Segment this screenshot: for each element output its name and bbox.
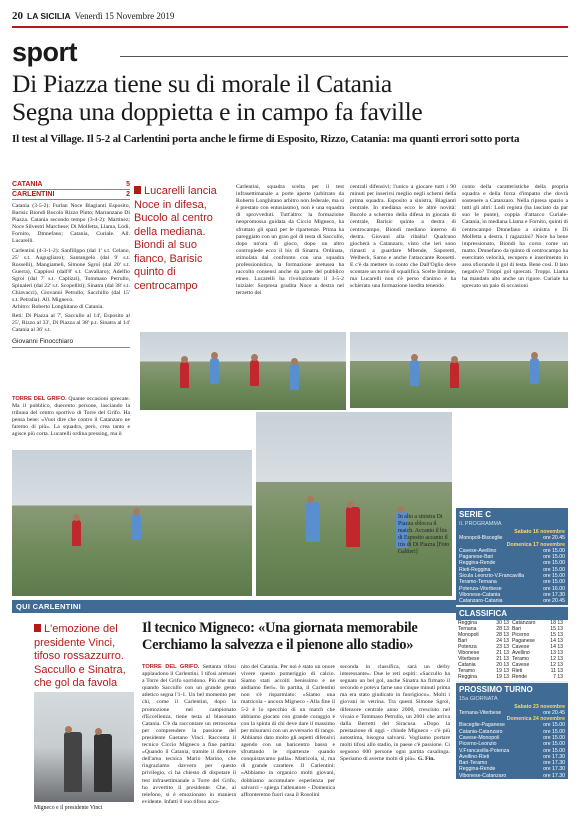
article-column-2: centrali difensivi; l'unico a giocare tutti i 90 minuti per inserirsi meglio negli schemi della prima squadra. Esposito a sinistra, Biagianti centrale. In mediana ecco le altre novità: Bucolo a schermo della difesa in giocata di centrale, Barisic quinto a destra di centrocampo, Biondi mediano interno di destra. Giovani alla ribalta! Qualcuno giocherà a Catanzaro, visto che ieri sono rimasti a guardare Mbende, Saporetti, Welbeck, Sarno e anche l'attaccante Rossetti. E c'è da mettere in conto che Dall'Oglio deve scontare un turno di squalifica. Scelte limitate, ma Lucarelli non s'è perso d'animo e ha schierato una formazione inedita tenendo	[350, 184, 456, 290]
fixture-day: Sabato 23 novembre	[456, 704, 568, 710]
story2-column-3: seconda in classifica, sarà un derby interessante». Due le reti ospiti: «Saccullo ha segnato un bel gol, anche Sinatra ha firmato il secondo e poteva farne uno cinque minuti prima ma era stato giudicato in fuorigioco». Molti i giovani in vetrina. Tra questi Simone Sgroi, difensore centrale anno 2000, cresciuto nel vivaio e Tommaso Petrullo, un 2001 che arriva dalla Berretti del Siracusa. «Dopo la prestazione di oggi - chiude Migneco - c'è più autostima, bisogna salvarsi. Vogliamo portare molti tifosi allo stadio, in paese c'è passione. Ci seguono 600 persone ogni partita casalinga. Speriamo di averne molti di più». G. Fin.	[340, 664, 450, 763]
referee: Arbitro: Roberto Longhitano di Catania.	[12, 304, 104, 310]
fixture-row: Bisceglie-Paganese ore 15.00	[456, 722, 568, 728]
standings-row: Bari 24 13 Paganese 14 13	[458, 637, 563, 644]
fixture-row: V.Francavilla-Potenza ore 15.00	[456, 748, 568, 754]
standings-row: Ternana 28 13 Bari 15 13	[458, 625, 563, 632]
pull-quote: Lucarelli lancia Noce in difesa, Bucolo al centro della mediana. Biondi al suo fianco, Barisic quinto di centrocampo	[134, 185, 217, 292]
fixture-day: Sabato 16 novembre	[456, 529, 568, 535]
lineup-catania: Catania (3-5-2): Furlan Noce Biagianti Esposito, Barisic Biondi Bucolo Rizzo Pinto; Marranzano Di Piazza. Catania secondo tempo (3-4-2): Martinez; Noce Silvestri Marchese; Di Molfetta, Llama, Lodi, Fornito, Dmnefano; Catania, Curiale. All. Lucarelli.	[12, 203, 130, 244]
author-byline: Giovanni Finocchiaro	[12, 336, 130, 348]
match-photo-4	[256, 412, 452, 596]
fixture-row: Rieti-Reggina ore 15.00	[456, 567, 568, 573]
fixture-row: Potenza-Viterbese ore 16.00	[456, 586, 568, 592]
fixture-row: Monopoli-Bisceglie ore 20.45	[456, 535, 568, 541]
fixture-row: Ternana-Viterbese ore 20.45	[456, 710, 568, 716]
match-photo-2	[350, 332, 568, 408]
match-photo-3	[12, 450, 252, 596]
standings-row: Monopoli 28 13 Picerno 15 13	[458, 631, 563, 638]
fixture-row: Teramo-Ternana ore 15.00	[456, 579, 568, 585]
section-label: sport	[12, 36, 77, 67]
portrait-caption: Migneco e il presidente Vinci	[34, 805, 103, 811]
section-rule	[120, 56, 568, 57]
subheadline: Il test al Village. Il 5-2 al Carlentini porta anche le firme di Esposito, Rizzo, Catania: ma quanti errori sotto porta	[12, 133, 520, 145]
standings-row: Potenza 23 13 Cavese 14 13	[458, 643, 563, 650]
pull-quote-2: L'emozione del presidente Vinci, tifoso rossazzurro. Saccullo e Sinatra, che gol da favola	[34, 623, 126, 689]
fixture-row: Avellino-Rieti ore 17.30	[456, 754, 568, 760]
fixture-row: Vibonese-Catanzaro ore 17.30	[456, 773, 568, 779]
goals: Reti: Di Piazza al 7', Saccullo al 14', Esposito al 25', Rizzo al 33', Di Piazza al 38' p.t. Sinatra al 14' Catania al 36' s.t.	[12, 313, 130, 333]
match-photo-1	[140, 332, 346, 410]
article-column-1: Carlentini, squadra scelta per il test infrasettimanale a porte aperte (arbitrato da Roberto Longhitano arbitro non federale, ma si è prestato con entusiasmo), non è una squadra di sprovveduti. Tutt'altro: la formazione neopromossa guidata da Ciccio Migneco, ha sfruttato gli spazi per le ripartenze. Prima ha pareggiato con un gran gol di testa di Saccullo, dopo un'ora di gioco, dopo un altro contropiede ecco il bis di Sinatra. Ordinata, stimolata dal confronto con una squadra professionistica, la formazione aretusea ha raccolto consensi anche da parte del pubblico etneo. Lucarelli ha rivoluzionato il 3-5-2 iniziale: Sorpresa gradita Noce a destra nel terzetto dei	[236, 184, 344, 297]
story2-column-1: TORRE DEL GRIFO. Settanta tifosi applaudono il Carlentini. I tifosi aretusei a Torre del Grifo sorridono. Più che mai quando Saccullo con un grande gesto atletico segna l'1-1. Un bel momento per chi, come il Carlentini, dopo la promozione nel campionato d'Eccellenza, tiene testa al blasonato Catania. C'è da raccontare un retroscena per comprendere la passione del presidente Gaetano Vinci. Racconta il tecnico Ciccio Migneco a fine partita: «Quando il Catania, tramite il direttore dell'area tecnica Mario Marino, che ringraziamo davvero per questo privilegio, ci ha chiesto di disputare il test infrasettimanale a Torre del Grifo, ho avvertito il presidente. Che, al telefono, si è emozionato in maniera evidente. Infatti il suo tifoso acca-	[142, 664, 236, 805]
fixture-row: Reggina-Rende ore 15.00	[456, 560, 568, 566]
fixture-row: Catania-Catanzaro ore 15.00	[456, 729, 568, 735]
standings-row: Reggina 19 13 Rende 7 13	[458, 674, 563, 681]
fixture-row: Bari-Teramo ore 17.30	[456, 760, 568, 766]
fixture-row: Vibonese-Catania ore 17.30	[456, 592, 568, 598]
fixture-day: Domenica 24 novembre	[456, 716, 568, 722]
story2-column-2: nito del Catania. Per noi è stato un onore vivere questo pomeriggio di calcio. Siamo stati accolti benissimo e ne andiamo fieri». In partita, il Carlentini non s'è risparmiato: «Siamo una matricola - ancora Migneco - Alla fine il 5-2 è lo specchio di un match che abbiamo giocato con grande coraggio e con la spinta di chi deve dare il massimo per misurarsi con un avversario di rango. Abbiamo dato molto gli aspetti difensivi agendo con un baricentro basso e sfruttando le ripartenze quando conquistavamo palla». Matricola, sì, ma di grande carattere. Il Carlentini: «Abbiamo in organico molti giovani, dobbiamo accumulare esperienza per salvarci - spiega l'allenatore - Domenica affronteremo fuori casa il Rosolini	[241, 664, 335, 798]
fixture-day: Domenica 17 novembre	[456, 542, 568, 548]
match-sheet	[12, 180, 130, 348]
standings-row: Vibonese 21 13 Avellino 13 13	[458, 650, 563, 657]
standings-row: Catania 20 13 Cavese 12 13	[458, 662, 563, 669]
fixture-row: Cavese-Avellino ore 15.00	[456, 548, 568, 554]
photo-caption: In alto a sinistra Di Piazza sblocca il match. Accanto il bis di Esposito accanto il tris di Di Piazza [Foto Galtieri]	[398, 514, 450, 555]
standings-row: Teramo 19 13 Rieti 11 13	[458, 668, 563, 675]
sidebar-story: TORRE DEL GRIFO. Quante occasioni sprecate. Ma il pubblico, duecento persone, lasciando la tribuna del centro sportivo di Torre del Grifo. Ha pensa bene: «Vuoi dire che contro il Catanzaro ne faremo di più». La squadra, però, crea tanto e agisce più corta. Lucarelli ordina pressing, ma il	[12, 396, 130, 438]
quote-marker-icon	[134, 186, 141, 194]
article-column-3: conto della caratteristiche della propria squadra e della forza d'impatto che dovrà sostenere a Catanzaro. Nella ripresa spazio a tutti gli altri: Lodi regista (ha lasciato da par suo le punte), coppia d'attacco Curiale-Catania, in mediana Llama e Fornito, quinti di centrocampo Dmnefano a sinistra e Di Molfetta a destra. I ragazzini? Noce ha bene impressionato, Biondi ha corso come un matto. Dmnefano da quinto di centrocampo ha esercitato velocità, recupero e inserimento in area sfiorando il gol di testa. Bene così. Il lato negativo? Troppi gol sprecati. Troppi. Llama ha mandato alto anche un rigore. Curiale ha sprecato un paio di occasioni	[462, 184, 568, 290]
standings-row: Reggina 30 13 Catanzaro 18 13	[458, 619, 563, 626]
fixture-row: Picerno-Leonzio ore 15.00	[456, 741, 568, 747]
page-header	[12, 10, 568, 24]
section-bar: QUI CARLENTINI	[12, 600, 568, 613]
standings-row: Viterbese 21 13 Teramo 12 13	[458, 656, 563, 663]
header-rule	[12, 26, 568, 28]
fixture-row: Cavese-Monopoli ore 15.00	[456, 735, 568, 741]
fixture-row: Catanzaro-Catania ore 20.45	[456, 598, 568, 604]
fixture-row: Paganese-Bari ore 15.00	[456, 554, 568, 560]
fixture-row: Sicula Leonzio-V.Francavilla ore 15.00	[456, 573, 568, 579]
scoreboard: CATANIA 5 CARLENTINI 2	[12, 181, 130, 198]
issue-date: Venerdì 15 Novembre 2019	[74, 11, 175, 21]
lineup-carlentini: Carlentini (4-3-1-2): Sanfilippo (dal 1' s.t. Celano, 25' s.t. Augugliaro); Santangelo (dal 9' s.t. Rosselli), Mangiameli, Simone Sgroi (dal 20' s.t. Guerra), Cappiosi (dall'8' s.t. Cavallaro); Adelfio Sgroi (dal 7' s.t. Caplizzi), Tommaso Petrullo, Spinaleri (dal 22' s.t. Scopelliti); Sinatra (dal 38' s.t. Chiavacci), Giovanni Petrullo, Sacchillo (dal 15' s.t. Petralia). All. Migneco.	[12, 248, 130, 303]
newspaper-name: LA SICILIA	[27, 11, 71, 21]
portrait-photo	[34, 692, 134, 802]
fixture-row: Reggina-Rende ore 17.30	[456, 766, 568, 772]
main-headline: Di Piazza tiene su di morale il Catania Segna una doppietta e in campo fa faville	[12, 69, 423, 126]
serie-c-panel: SERIE C IL PROGRAMMA Sabato 16 novembre Monopoli-Bisceglie ore 20.45 Domenica 17 novembre Cavese-Avellino ore 15.00 Paganese-Bari ore 15.00 Reggina-Rende ore 15.00 Rieti-Reggina ore 15.00 Sicula Leonzio-V.Francavilla ore 15.00 Teramo-Ternana ore 15.00 Potenza-Viterbese ore 16.00 Vibonese-Catania ore 17.30 Catanzaro-Catania ore 20.45 CLASSIFICA Reggina 30 13 Catanzaro 18 13 Ternana 28 13 Bari 15 13 Monopoli 28 13 Picerno 15 13 Bari 24 13 Paganese 14 13 Potenza 23 13 Cavese 14 13 Vibonese 21 13 Avellino 13 13 Viterbese 21 13 Teramo 12 13 Catania 20 13 Cavese 12 13 Teramo 19 13 Rieti 11 13 Reggina 19 13 Rende 7 13 PROSSIMO TURNO 15a GIORNATA Sabato 23 novembre Ternana-Viterbese ore 20.45 Domenica 24 novembre Bisceglie-Paganese ore 15.00 Catania-Catanzaro ore 15.00 Cavese-Monopoli ore 15.00 Picerno-Leonzio ore 15.00 V.Francavilla-Potenza ore 15.00 Avellino-Rieti ore 17.30 Bari-Teramo ore 17.30 Reggina-Rende ore 17.30 Vibonese-Catanzaro ore 17.30	[456, 508, 568, 779]
page-number: 20	[12, 10, 23, 22]
story2-headline: Il tecnico Migneco: «Una giornata memorabile Cerchiamo la salvezza e il pienone allo stadio»	[142, 620, 418, 653]
quote-marker-icon	[34, 624, 41, 632]
